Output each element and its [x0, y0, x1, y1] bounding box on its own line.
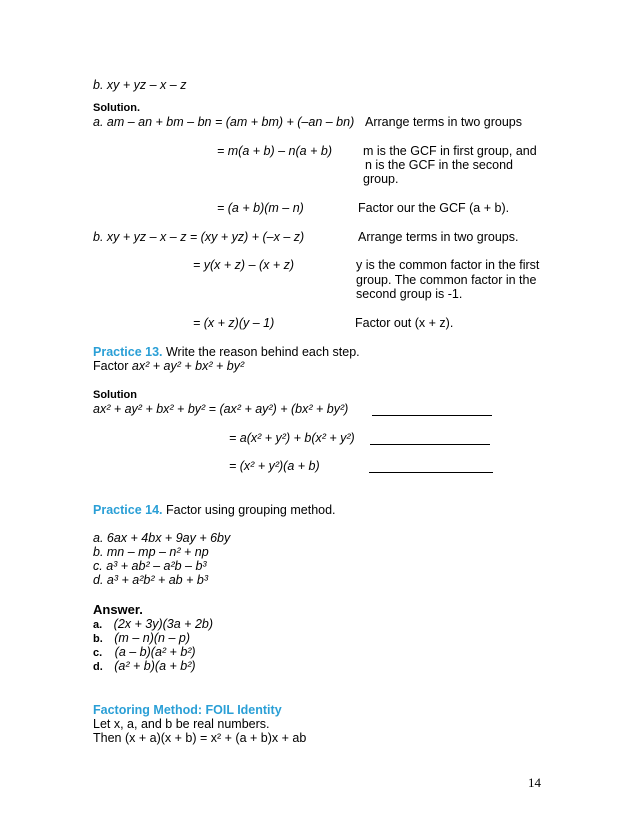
part-b-prompt: b. xy + yz – x – z [93, 78, 187, 92]
practice-13-heading: Practice 13. [93, 345, 163, 359]
practice-14-item-a: a. 6ax + 4bx + 9ay + 6by [93, 531, 231, 545]
answer-a-letter: a. [93, 619, 103, 631]
practice-14-instruction: Factor using grouping method. [165, 503, 336, 517]
practice-13-header [93, 345, 360, 360]
solution-b-line1: b. xy + yz – x – z = (xy + yz) + (–x – z) [93, 230, 305, 244]
solution-a-line2-reason-2: n is the GCF in the second [365, 158, 513, 172]
answer-c-text: (a – b)(a² + b²) [114, 645, 196, 659]
answer-blank-2[interactable] [370, 432, 490, 445]
practice-14-item-b: b. mn – mp – n² + np [93, 545, 209, 559]
practice-13-instruction: Write the reason behind each step. [165, 345, 360, 359]
answer-a-text: (2x + 3y)(3a + 2b) [113, 617, 214, 631]
solution-a-line1-reason: Arrange terms in two groups [365, 115, 523, 129]
foil-heading: Factoring Method: FOIL Identity [93, 703, 282, 717]
page-number: 14 [528, 775, 541, 790]
practice-13-factor-line [93, 359, 244, 374]
practice-14-item-d: d. a³ + a²b² + ab + b³ [93, 573, 208, 587]
solution-a-line2: = m(a + b) – n(a + b) [217, 144, 332, 158]
answer-d-text: (a² + b)(a + b²) [114, 659, 196, 673]
solution-b-line1-reason: Arrange terms in two groups. [358, 230, 519, 244]
solution-a-line3: = (a + b)(m – n) [217, 201, 304, 215]
practice-13-expr: ax² + ay² + bx² + by² [131, 359, 245, 373]
practice-13-factor-label: Factor [93, 359, 129, 373]
answer-label: Answer. [93, 602, 143, 617]
solution-b-line2-reason-3: second group is -1. [356, 287, 463, 301]
solution-a-line1: a. am – an + bm – bn = (am + bm) + (–an – bn) [93, 115, 355, 129]
solution-label: Solution. [93, 102, 141, 114]
answer-d-letter: d. [93, 661, 103, 673]
solution-a-line2-reason-1: m is the GCF in first group, and [363, 144, 537, 158]
solution-b-line2-reason-1: y is the common factor in the first [356, 258, 540, 272]
practice-14-header [93, 503, 336, 518]
practice-13-solution-label: Solution [93, 389, 137, 401]
solution-b-line2: = y(x + z) – (x + z) [193, 258, 295, 272]
answer-d [93, 659, 196, 675]
solution-b-line3-reason: Factor out (x + z). [355, 316, 454, 330]
answer-c-letter: c. [93, 647, 103, 659]
solution-a-line3-reason: Factor our the GCF (a + b). [358, 201, 510, 215]
answer-b-text: (m – n)(n – p) [114, 631, 190, 645]
practice-13-step3: = (x² + y²)(a + b) [229, 459, 320, 473]
solution-b-line3: = (x + z)(y – 1) [193, 316, 275, 330]
practice-13-step2: = a(x² + y²) + b(x² + y²) [229, 431, 355, 445]
foil-line1: Let x, a, and b be real numbers. [93, 717, 270, 731]
practice-13-step1: ax² + ay² + bx² + by² = (ax² + ay²) + (bx² + by²) [93, 402, 349, 416]
answer-blank-3[interactable] [369, 460, 493, 473]
answer-blank-1[interactable] [372, 403, 492, 416]
answer-b-letter: b. [93, 633, 103, 645]
solution-a-line2-reason-3: group. [363, 172, 399, 186]
foil-line2: Then (x + a)(x + b) = x² + (a + b)x + ab [93, 731, 307, 745]
practice-14-item-c: c. a³ + ab² – a²b – b³ [93, 559, 207, 573]
solution-b-line2-reason-2: group. The common factor in the [356, 273, 537, 287]
practice-14-heading: Practice 14. [93, 503, 163, 517]
